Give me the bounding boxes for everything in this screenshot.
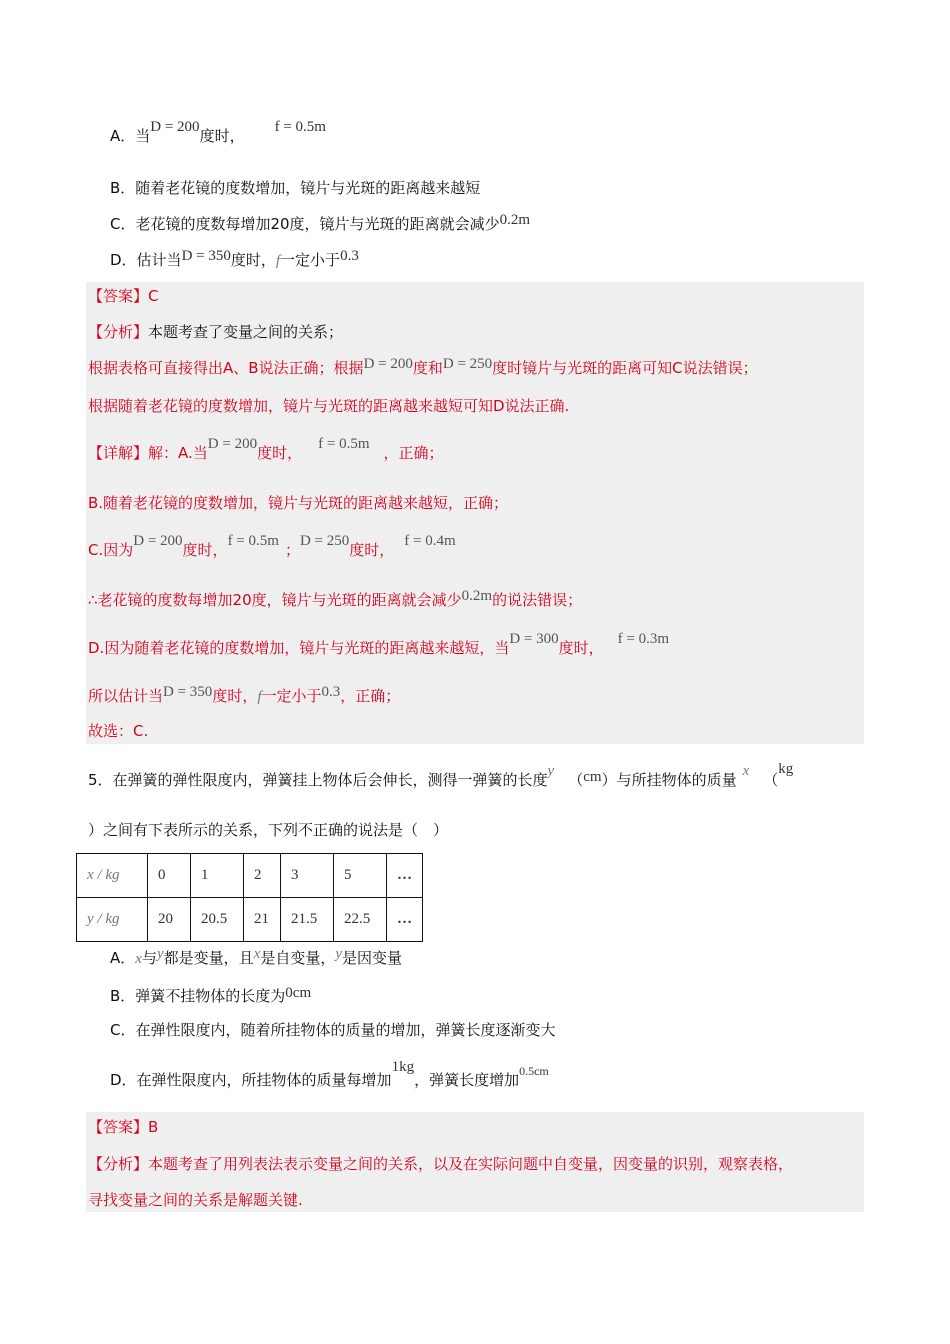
- text: C.因为: [88, 541, 134, 559]
- table-cell: 21: [244, 898, 281, 942]
- q5-option-b: [110, 986, 311, 1007]
- text: B．弹簧不挂物体的长度为: [110, 987, 286, 1005]
- text: ，弹簧长度增加: [414, 1071, 520, 1089]
- option-a-prefix: A．当: [110, 127, 151, 145]
- text: 度时镜片与光斑的距离可知C说法错误；: [492, 359, 758, 377]
- answer-label: 【答案】: [88, 1118, 149, 1136]
- math-expr: f = 0.3m: [617, 631, 670, 647]
- math-symbol: y: [335, 946, 342, 962]
- q4-detail-c: [88, 533, 456, 561]
- text: D.因为随着老花镜的度数增加，镜片与光斑的距离越来越短，当: [88, 639, 510, 657]
- table-cell: 5: [334, 854, 387, 898]
- text: 根据表格可直接得出A、B说法正确；根据: [88, 359, 364, 377]
- math-expr: D = 200: [133, 533, 183, 549]
- text: 度时，: [558, 639, 604, 657]
- answer-value: C: [148, 287, 159, 305]
- text: ∴老花镜的度数每增加20度，镜片与光斑的距离就会减少: [88, 591, 462, 609]
- text: 度时，: [257, 444, 303, 462]
- text: 一定小于: [261, 687, 322, 705]
- q5-option-c: C．在弹性限度内，随着所挂物体的质量的增加，弹簧长度逐渐变大: [110, 1021, 556, 1039]
- math-expr: f = 0.5m: [227, 533, 279, 549]
- table-cell: 20.5: [191, 898, 244, 942]
- q4-option-c: [110, 214, 530, 235]
- table-cell: 3: [281, 854, 334, 898]
- math-expr: D = 200: [207, 436, 258, 452]
- text: 所以估计当: [88, 687, 164, 705]
- table-header-cell: y / kg: [77, 898, 148, 942]
- text: 度时，: [212, 687, 258, 705]
- text: ）与所挂物体的质量: [601, 771, 737, 789]
- text: （: [763, 771, 779, 789]
- text: D．在弹性限度内，所挂物体的质量每增加: [110, 1071, 392, 1089]
- q4-option-d: [110, 250, 359, 271]
- math-expr: 1kg: [391, 1059, 415, 1075]
- text: 是因变量: [342, 949, 403, 967]
- text: ；: [284, 541, 300, 559]
- math-symbol: y: [156, 946, 164, 962]
- table-header-cell: x / kg: [77, 854, 148, 898]
- math-expr: D = 300: [509, 631, 559, 647]
- text: 度时，: [199, 127, 245, 145]
- text: D．估计当: [110, 251, 182, 269]
- q4-answer: [88, 286, 159, 306]
- q4-choose: 故选：C.: [88, 722, 149, 740]
- q5-stem-line1: [88, 761, 794, 791]
- analysis-text: 本题考查了用列表法表示变量之间的关系，以及在实际问题中自变量，因变量的识别，观察表格，: [148, 1155, 794, 1173]
- table-row: [77, 854, 423, 898]
- q4-detail-b: B.随着老花镜的度数增加，镜片与光斑的距离越来越短，正确；: [88, 494, 509, 512]
- q5-option-d: [110, 1059, 549, 1091]
- q5-analysis-line2: 寻找变量之间的关系是解题关键.: [88, 1191, 303, 1209]
- math-expr: D = 250: [442, 356, 493, 372]
- analysis-label: 【分析】: [88, 323, 149, 341]
- q4-detail: [88, 436, 444, 464]
- math-symbol: f: [257, 689, 262, 705]
- math-expr: D = 200: [150, 119, 200, 135]
- math-expr: 0.2m: [461, 588, 493, 604]
- text: 度时，: [349, 541, 395, 559]
- text: ，正确；: [383, 444, 444, 462]
- math-expr: f = 0.5m: [274, 119, 326, 135]
- q5-option-a: [110, 948, 402, 969]
- table-cell: 2: [244, 854, 281, 898]
- table-cell: …: [387, 854, 423, 898]
- text: 度和: [412, 359, 443, 377]
- math-symbol: f: [275, 253, 281, 269]
- math-symbol: x: [253, 946, 261, 962]
- math-expr: f = 0.5m: [318, 436, 370, 452]
- text: （: [568, 771, 584, 789]
- math-unit: cm: [583, 769, 602, 785]
- math-unit: kg: [778, 761, 794, 777]
- q4-estimate: [88, 686, 400, 707]
- analysis-label: 【分析】: [88, 1155, 149, 1173]
- math-expr: f = 0.4m: [404, 533, 456, 549]
- answer-label: 【答案】: [88, 287, 149, 305]
- data-table: [76, 853, 423, 942]
- q5-analysis: [88, 1154, 793, 1174]
- table-cell: …: [387, 898, 423, 942]
- q4-option-a: [110, 119, 326, 147]
- text: 5．在弹簧的弹性限度内，弹簧挂上物体后会伸长，测得一弹簧的长度: [88, 771, 548, 789]
- math-expr: D = 350: [181, 248, 231, 264]
- math-symbol: x: [135, 951, 142, 967]
- math-expr: 0.3: [321, 684, 341, 700]
- q4-analysis-line1: [88, 358, 758, 379]
- detail-label: 【详解】: [88, 444, 149, 462]
- table-cell: 0: [148, 854, 191, 898]
- text: A．: [110, 949, 136, 967]
- text: 是自变量，: [260, 949, 336, 967]
- analysis-text: 本题考查了变量之间的关系；: [148, 323, 344, 341]
- answer-value: B: [148, 1118, 159, 1136]
- q4-therefore: [88, 590, 582, 611]
- q4-answer-box: [86, 282, 864, 744]
- text: 度时，: [182, 541, 228, 559]
- text: 一定小于: [280, 251, 341, 269]
- text: 与: [141, 949, 157, 967]
- q4-detail-d: [88, 631, 670, 659]
- q4-option-b: B．随着老花镜的度数增加，镜片与光斑的距离越来越短: [110, 179, 481, 197]
- math-expr: 0.2m: [499, 212, 530, 228]
- math-symbol: x: [742, 763, 750, 779]
- q4-analysis: [88, 322, 343, 342]
- table-cell: 20: [148, 898, 191, 942]
- math-expr: 0.3: [340, 248, 359, 264]
- text: 的说法错误；: [492, 591, 583, 609]
- table-row: [77, 898, 423, 942]
- table-cell: 1: [191, 854, 244, 898]
- q4-analysis-line2: 根据随着老花镜的度数增加，镜片与光斑的距离越来越短可知D说法正确.: [88, 397, 570, 415]
- math-expr: D = 250: [299, 533, 350, 549]
- math-expr: 0cm: [285, 985, 312, 1001]
- table-cell: 21.5: [281, 898, 334, 942]
- q5-stem-line2: ）之间有下表所示的关系，下列不正确的说法是（ ）: [88, 821, 449, 839]
- text: 都是变量，且: [163, 949, 254, 967]
- q5-answer: [88, 1117, 158, 1137]
- math-expr: D = 200: [363, 356, 413, 372]
- text: 解：A.当: [148, 444, 208, 462]
- text: 度时，: [230, 251, 276, 269]
- table-cell: 22.5: [334, 898, 387, 942]
- text: C．老花镜的度数每增加20度，镜片与光斑的距离就会减少: [110, 215, 500, 233]
- math-symbol: y: [547, 763, 555, 779]
- math-expr: 0.5cm: [519, 1064, 549, 1078]
- text: ，正确；: [340, 687, 401, 705]
- math-expr: D = 350: [163, 684, 213, 700]
